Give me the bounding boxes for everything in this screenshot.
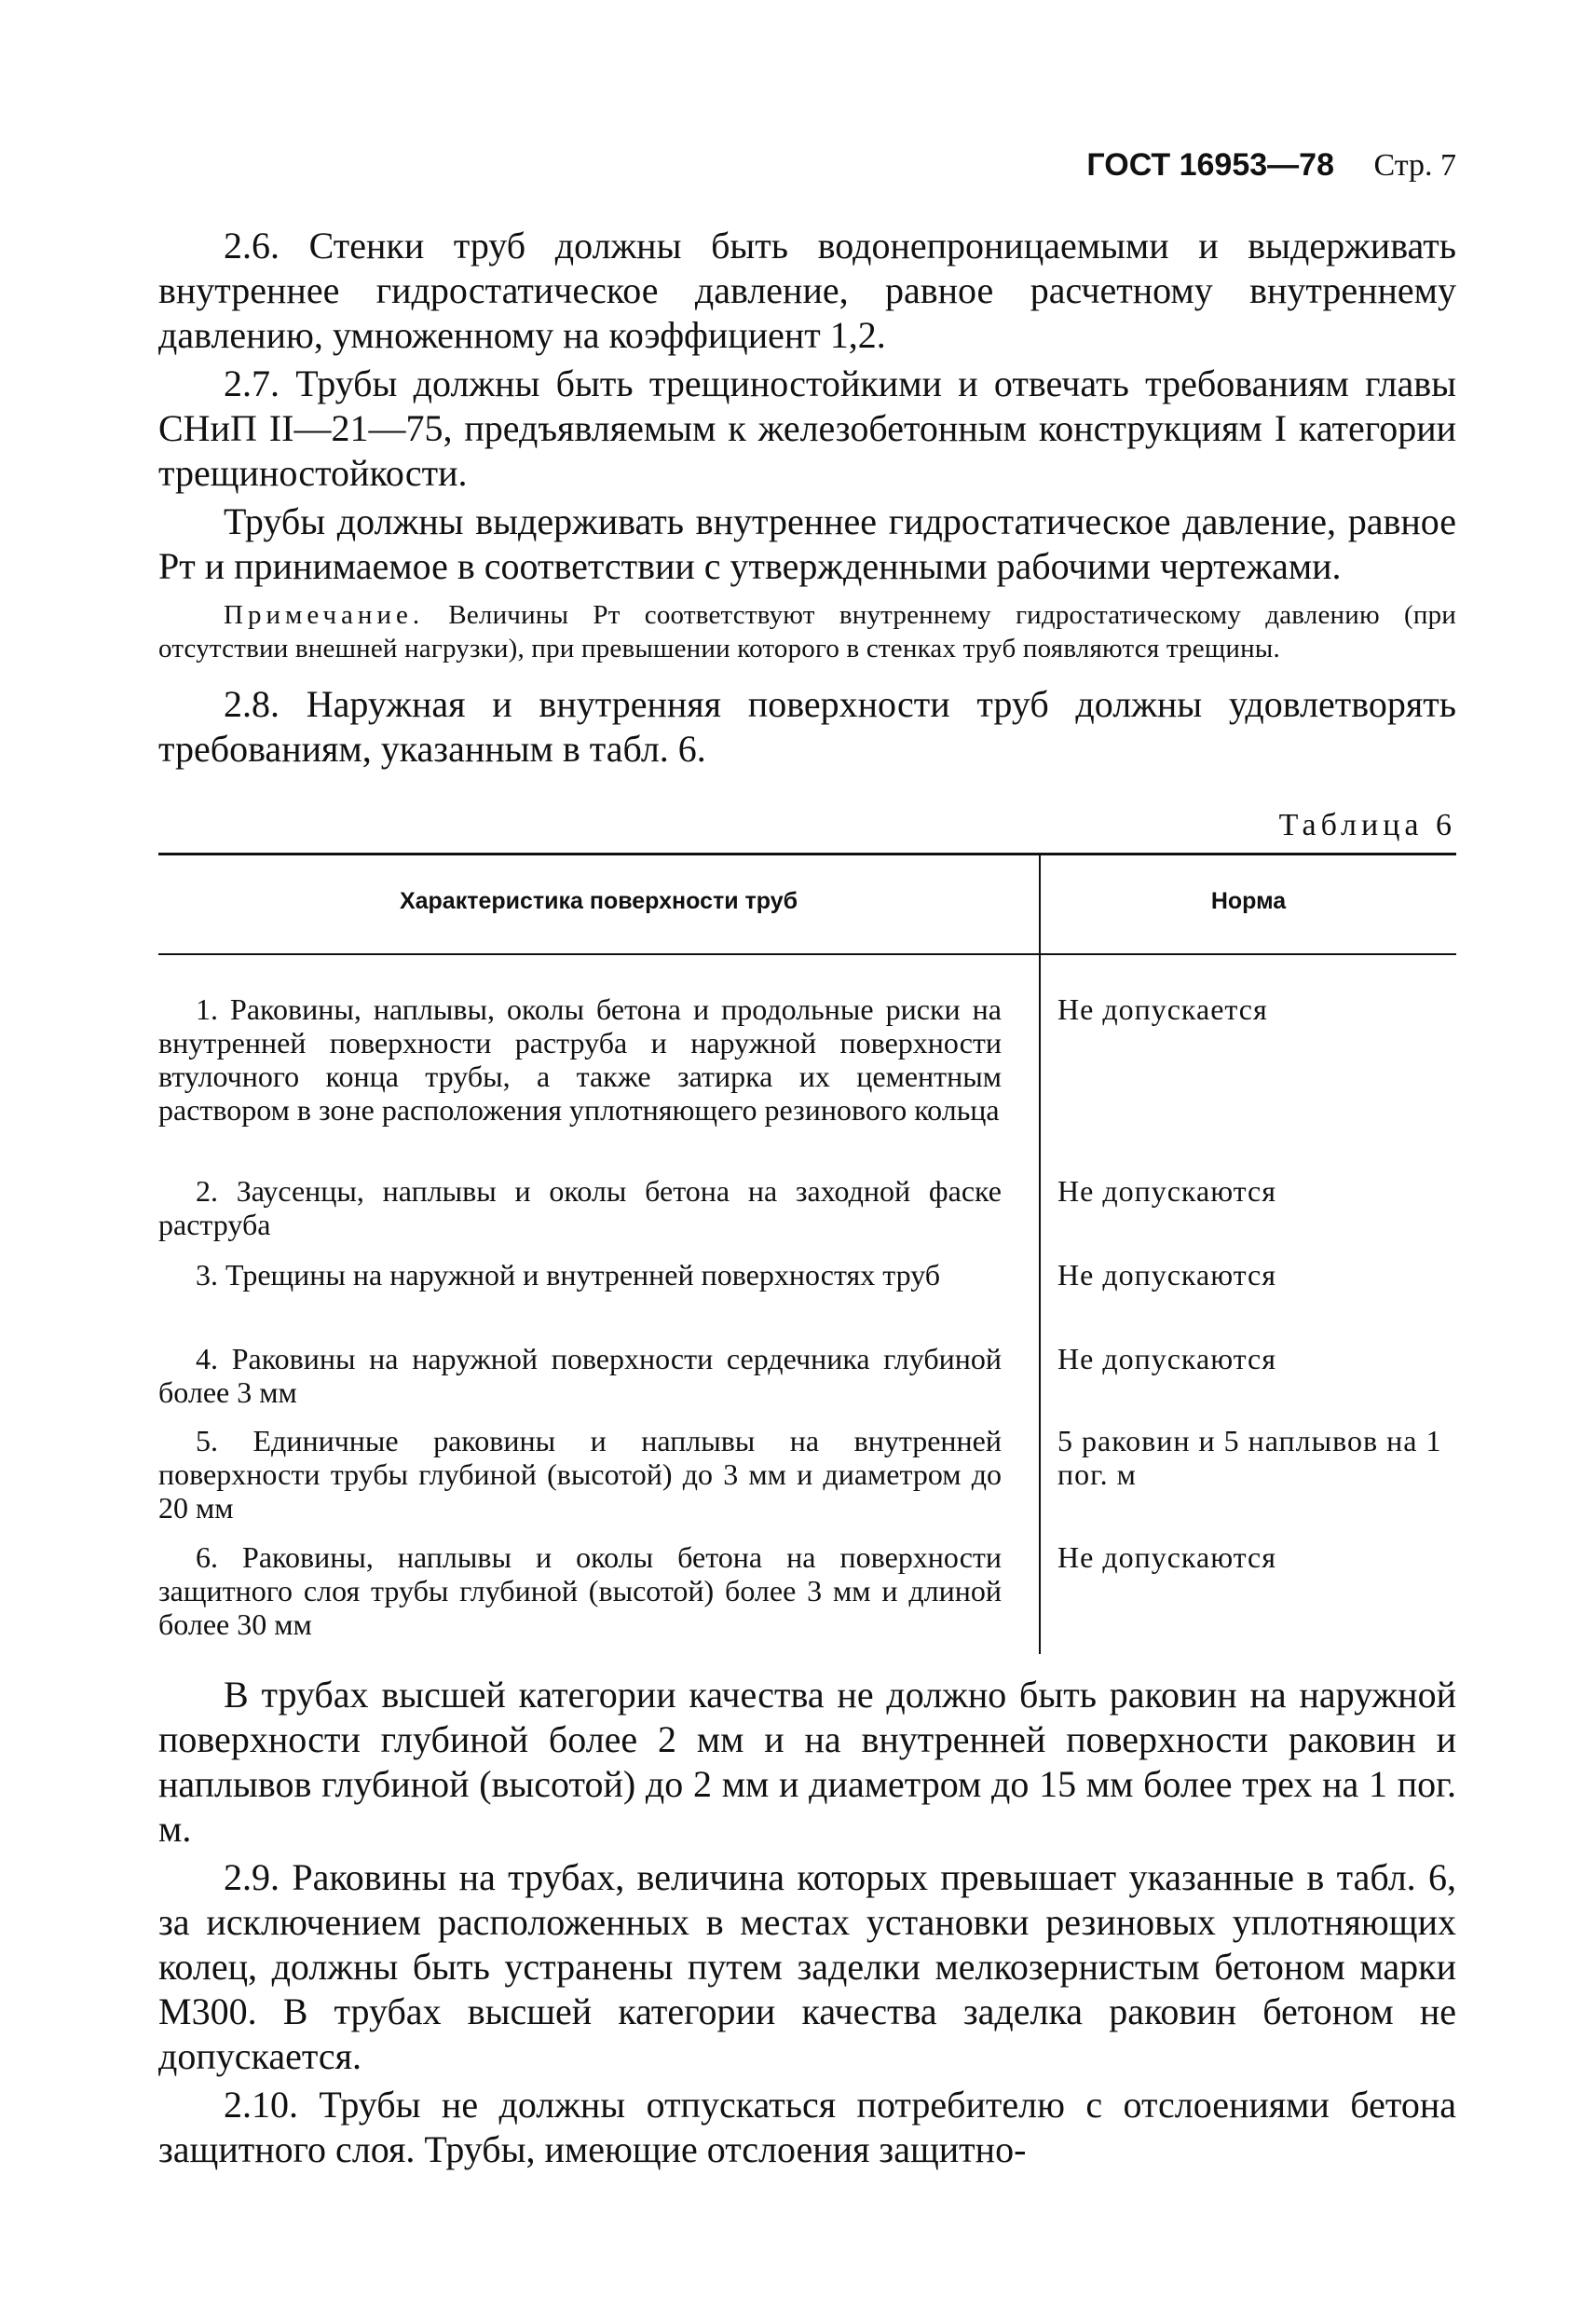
table-header-norm: Норма	[1210, 888, 1287, 914]
row-characteristic: 1. Раковины, наплывы, околы бетона и продольные риски на внутренней поверхности раструба и наружной поверхности втулочного конца трубы, а также затирка их цементным раствором в зоне расположения уплотняющего резинового кольца	[158, 992, 1002, 1127]
row-norm: Не допускаются	[1057, 1258, 1276, 1292]
note	[158, 598, 1456, 665]
page-header	[1086, 147, 1456, 184]
note-text: Величины Pт соответствуют внутреннему гидростатическому давлению (при отсутствии внешней нагрузки), при превышении которого в стенках труб появляются трещины.	[158, 600, 1457, 663]
row-norm: 5 раковин и 5 наплывов на 1 пог. м	[1057, 1424, 1442, 1491]
paragraph-2-10: 2.10. Трубы не должны отпускаться потребителю с отслоениями бетона защитного слоя. Трубы, имеющие отслоения защитно-	[158, 2084, 1456, 2170]
paragraph-2-8: 2.8. Наружная и внутренняя поверхности труб должны удовлетворять требованиям, указанным в табл. 6.	[158, 683, 1456, 770]
standard-number: ГОСТ 16953—78	[1086, 147, 1334, 183]
table-column-divider	[1039, 853, 1041, 1654]
note-label: Примечание.	[224, 600, 425, 630]
row-characteristic: 3. Трещины на наружной и внутренней поверхностях труб	[196, 1258, 941, 1292]
page-number: Стр. 7	[1373, 148, 1456, 183]
table-header-rule	[158, 953, 1456, 955]
row-norm: Не допускаются	[1057, 1174, 1276, 1208]
row-characteristic: 2. Заусенцы, наплывы и околы бетона на заходной фаске раструба	[158, 1174, 1002, 1241]
paragraph-high-quality: В трубах высшей категории качества не должно быть раковин на наружной поверхности глубиной более 2 мм и на внутренней поверхности раковин и наплывов глубиной (высотой) до 2 мм и диаметром до 15 мм более трех на 1 пог. м.	[158, 1674, 1456, 1850]
paragraph-pressure: Трубы должны выдерживать внутреннее гидростатическое давление, равное Pт и принимаемое в соответствии с утвержденными рабочими чертежами.	[158, 500, 1456, 587]
table-label: Таблица 6	[1278, 808, 1456, 842]
row-characteristic: 4. Раковины на наружной поверхности сердечника глубиной более 3 мм	[158, 1342, 1002, 1409]
row-norm: Не допускаются	[1057, 1540, 1276, 1574]
paragraph-2-7: 2.7. Трубы должны быть трещиностойкими и отвечать требованиям главы СНиП II—21—75, предъявляемым к железобетонным конструкциям I категории трещиностойкости.	[158, 362, 1456, 494]
row-characteristic: 5. Единичные раковины и наплывы на внутренней поверхности трубы глубиной (высотой) до 3 мм и диаметром до 20 мм	[158, 1424, 1002, 1525]
paragraph-2-9: 2.9. Раковины на трубах, величина которых превышает указанные в табл. 6, за исключением расположенных в местах установки резиновых уплотняющих колец, должны быть устранены путем заделки мелкозернистым бетоном марки М300. В трубах высшей категории качества заделка раковин бетоном не допускается.	[158, 1856, 1456, 2077]
paragraph-2-6: 2.6. Стенки труб должны быть водонепроницаемыми и выдерживать внутреннее гидростатическое давление, равное расчетному внутреннему давлению, умноженному на коэффициент 1,2.	[158, 225, 1456, 356]
table-top-rule	[158, 853, 1456, 855]
row-norm: Не допускаются	[1057, 1342, 1276, 1375]
table-header-characteristic: Характеристика поверхности труб	[399, 888, 798, 914]
top-text-block	[158, 224, 1456, 775]
row-norm: Не допускается	[1057, 992, 1268, 1026]
row-characteristic: 6. Раковины, наплывы и околы бетона на поверхности защитного слоя трубы глубиной (высотой) более 3 мм и длиной более 30 мм	[158, 1540, 1002, 1641]
bottom-text-block	[158, 1673, 1456, 2176]
